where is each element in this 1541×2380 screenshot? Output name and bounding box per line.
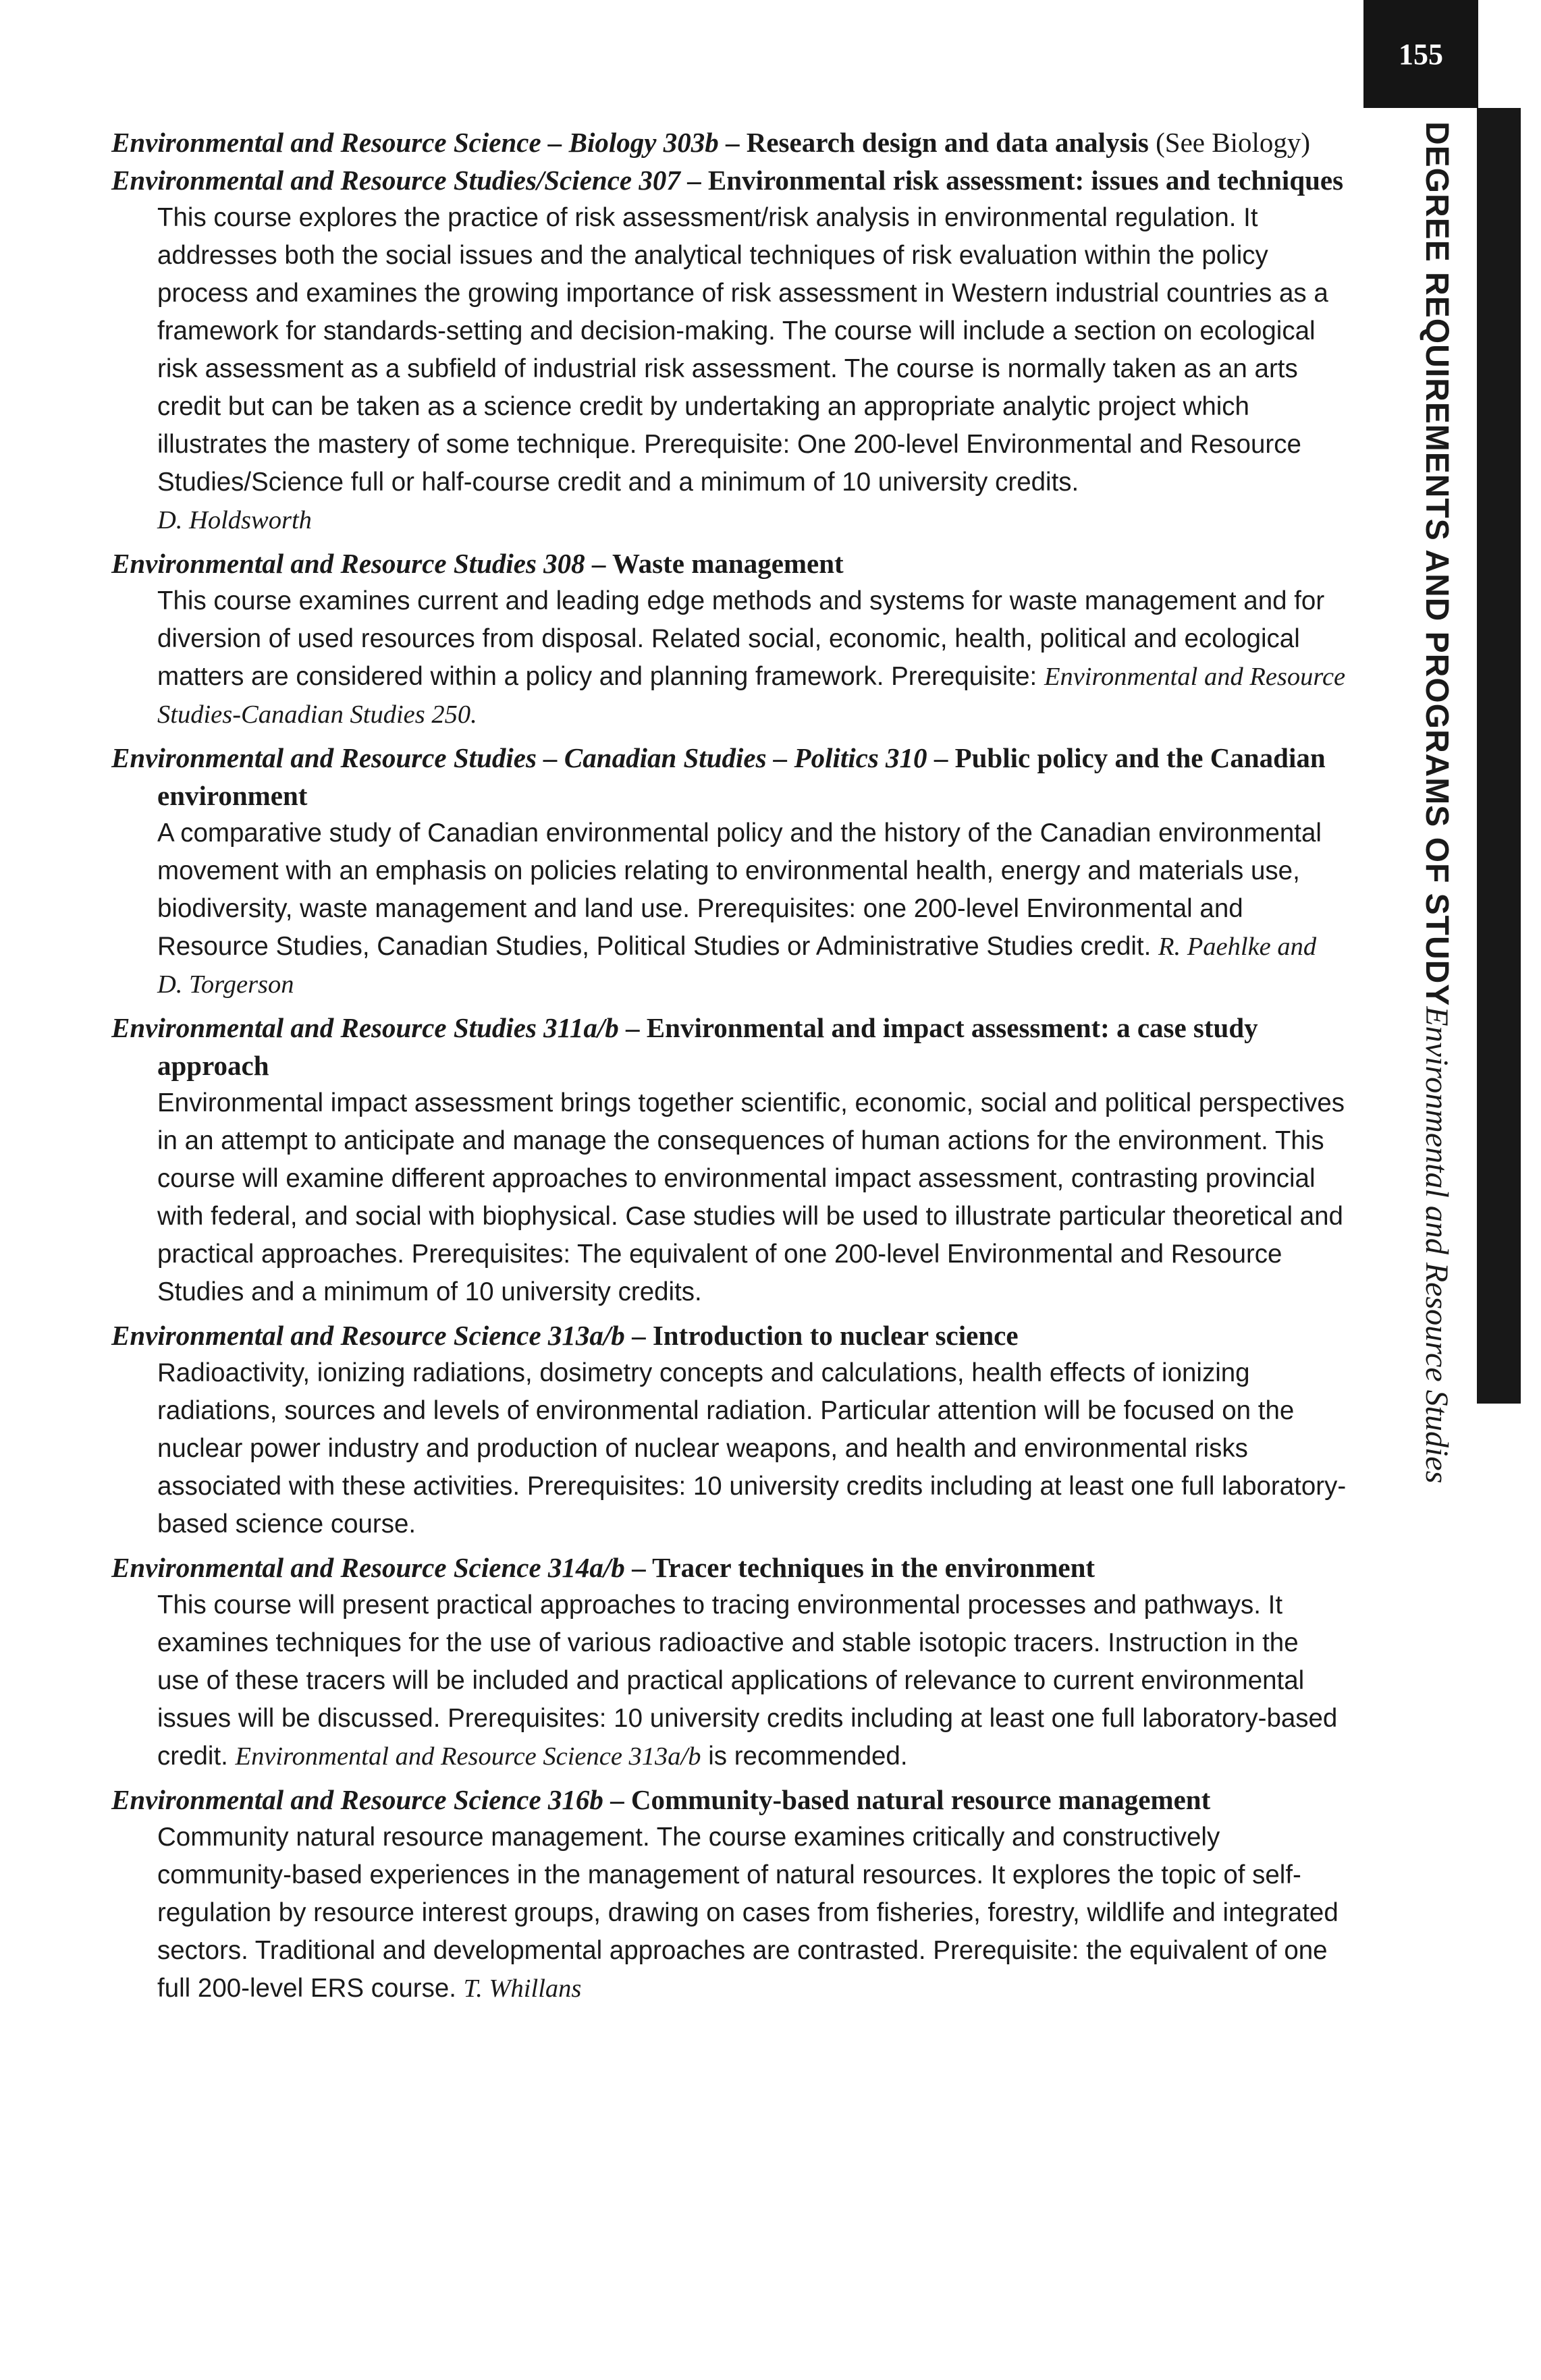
course-heading [111,123,1347,161]
course-description-text: Environmental impact assessment brings together scientific, economic, social and political perspectives in an attempt to anticipate and manage the consequences of human actions for the environment. This course will examine different approaches to environmental impact assessment, contrasting provincial with federal, and social with biophysical. Case studies will be used to illustrate particular theoretical and practical approaches. Prerequisites: The equivalent of one 200-level Environmental and Resource Studies and a minimum of 10 university credits. [157,1088,1345,1306]
course-instructor: R. Paehlke and D. Torgerson [157,933,1317,999]
course-title: Research design and data analysis [746,127,1149,158]
subsection-title: Environmental and Resource Studies [1419,1006,1455,1484]
course-description [157,1354,1347,1543]
course-recommended-course: Environmental and Resource Science 313a/b [235,1742,701,1771]
course-heading [111,739,1347,814]
course-entry [111,123,1347,161]
course-see-reference: (See Biology) [1156,127,1311,158]
course-heading [111,1781,1347,1819]
running-header [1403,121,1470,1633]
course-title: Community-based natural resource management [630,1784,1211,1815]
course-separator: – [591,548,606,579]
course-description [157,1819,1347,2008]
course-separator: – [610,1784,624,1815]
section-title: DEGREE REQUIREMENTS AND PROGRAMS OF STUDY [1419,121,1455,1007]
page-number: 155 [1363,0,1478,108]
course-heading [111,161,1347,199]
course-separator: – [632,1320,646,1351]
course-description [157,1084,1347,1311]
course-separator: – [626,1012,640,1043]
course-description [157,814,1347,1003]
course-code: Environmental and Resource Science 316b [111,1784,603,1815]
course-description-text: A comparative study of Canadian environmental policy and the history of the Canadian environmental movement with an emphasis on policies relating to environmental health, energy and materials use, biodiversity, waste management and land use. Prerequisites: one 200-level Environmental and Resource Studies, Canadian Studies, Political Studies or Administrative Studies credit. [157,819,1322,961]
course-separator: – [687,165,701,196]
course-separator: – [934,742,948,773]
course-heading [111,545,1347,582]
course-entry [111,545,1347,734]
course-title: Tracer techniques in the environment [652,1552,1096,1583]
course-list [111,123,1347,2013]
course-code: Environmental and Resource Science 314a/b [111,1552,625,1583]
course-separator: – [632,1552,646,1583]
section-tab-bar [1477,108,1521,1404]
course-description-text: This course will present practical approaches to tracing environmental processes and pathways. It examines techniques for the use of various radioactive and stable isotopic tracers. Instruction in the use of these tracers will be included and practical applications of relevance to current environmental issues will be discussed. Prerequisites: 10 university credits including at least one full laboratory-based credit. [157,1590,1338,1771]
course-description [157,199,1347,539]
course-entry [111,1781,1347,2008]
course-code: Environmental and Resource Studies – Canadian Studies – Politics 310 [111,742,927,773]
course-title: Environmental risk assessment: issues and techniques [707,165,1344,196]
course-title: Waste management [612,548,844,579]
course-entry [111,1009,1347,1311]
course-instructor: D. Holdsworth [157,506,312,534]
course-title: Public policy and the Canadian environment [157,742,1326,811]
course-description-text: Community natural resource management. The course examines critically and constructively community-based experiences in the management of natural resources. It explores the topic of self-regulation by resource interest groups, drawing on cases from fisheries, forestry, wildlife and integrated sectors. Traditional and developmental approaches are contrasted. Prerequisite: the equivalent of one full 200-level ERS course. [157,1823,1339,2003]
course-description [157,1586,1347,1775]
course-code: Environmental and Resource Studies 311a/b [111,1012,619,1043]
course-code: Environmental and Resource Science – Biology 303b [111,127,719,158]
course-description-text: This course explores the practice of risk assessment/risk analysis in environmental regulation. It addresses both the social issues and the analytical techniques of risk evaluation within the policy process and examines the growing importance of risk assessment in Western industrial countries as a framework for standards-setting and decision-making. The course will include a section on ecological risk assessment as a subfield of industrial risk assessment. The course is normally taken as an arts credit but can be taken as a science credit by undertaking an appropriate analytic project which illustrates the mastery of some technique. Prerequisite: One 200-level Environmental and Resource Studies/Science full or half-course credit and a minimum of 10 university credits. [157,203,1328,497]
course-description-text: Radioactivity, ionizing radiations, dosimetry concepts and calculations, health effects of ionizing radiations, sources and levels of environmental radiation. Particular attention will be focused on the nuclear power industry and production of nuclear weapons, and health and environmental risks associated with these activities. Prerequisites: 10 university credits including at least one full laboratory-based science course. [157,1358,1347,1539]
course-separator: – [726,127,740,158]
course-entry [111,1317,1347,1543]
course-instructor: T. Whillans [463,1974,582,2003]
course-description [157,582,1347,734]
course-description-tail: is recommended. [708,1742,908,1771]
course-code: Environmental and Resource Studies 308 [111,548,585,579]
course-heading [111,1009,1347,1084]
course-code: Environmental and Resource Science 313a/b [111,1320,625,1351]
course-code: Environmental and Resource Studies/Science 307 [111,165,680,196]
course-heading [111,1317,1347,1354]
course-description-text: This course examines current and leading edge methods and systems for waste management and for diversion of used resources from disposal. Related social, economic, health, political and ecological matters are considered within a policy and planning framework. Prerequisite: [157,586,1325,691]
course-heading [111,1549,1347,1586]
course-title: Environmental and impact assessment: a case study approach [157,1012,1258,1081]
course-entry [111,1549,1347,1775]
course-title: Introduction to nuclear science [652,1320,1019,1351]
course-entry [111,161,1347,539]
course-prerequisite-course: Environmental and Resource Studies-Canadian Studies 250. [157,663,1346,729]
course-entry [111,739,1347,1003]
